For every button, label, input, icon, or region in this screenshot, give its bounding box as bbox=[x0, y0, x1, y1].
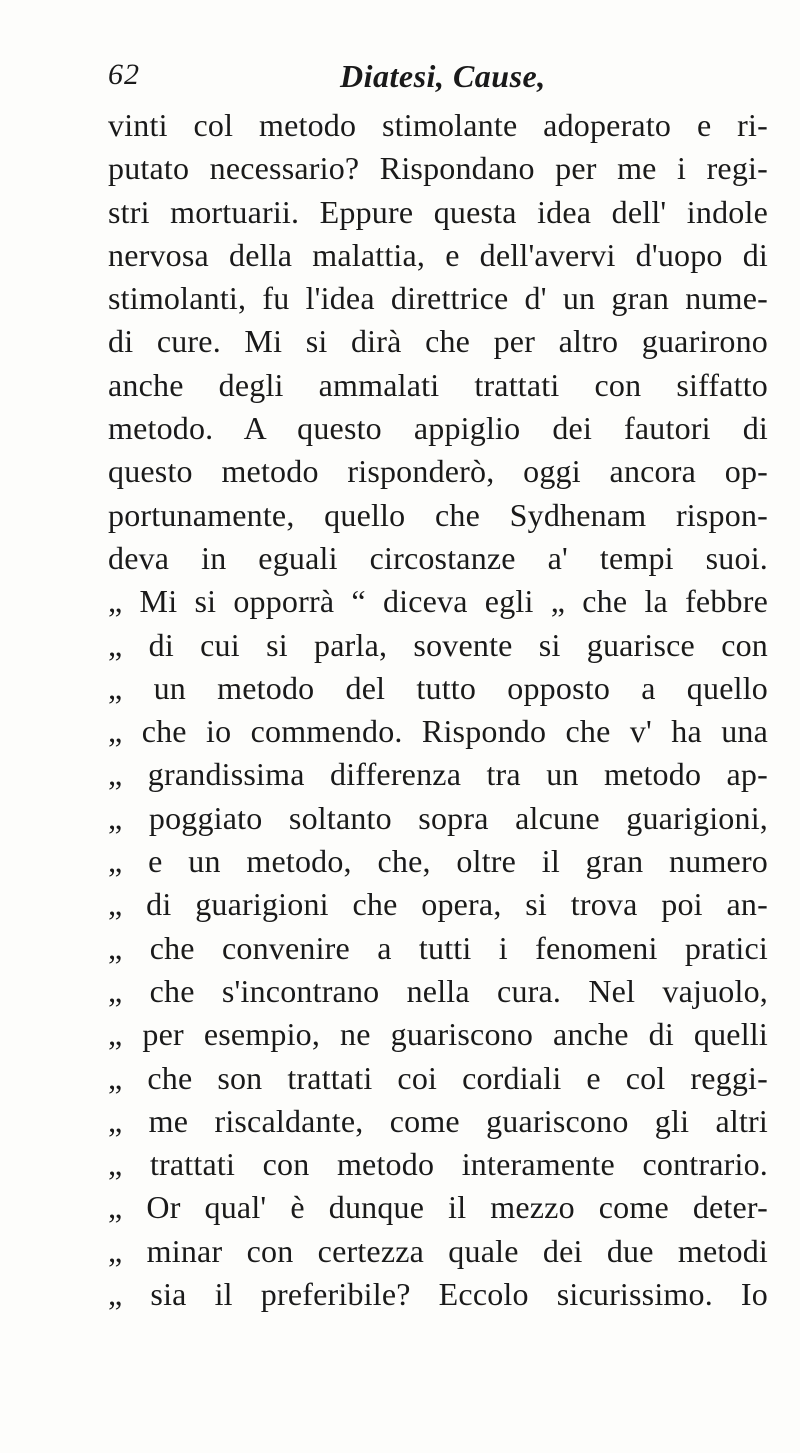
text-line: „ che s'incontrano nella cura. Nel vajuolo, bbox=[108, 972, 768, 1009]
text-line: di cure. Mi si dirà che per altro guarirono bbox=[108, 323, 768, 360]
text-line: stimolanti, fu l'idea direttrice d' un gran nume- bbox=[108, 280, 768, 317]
text-line: nervosa della malattia, e dell'avervi d'uopo di bbox=[108, 236, 768, 273]
text-line: „ di cui si parla, sovente si guarisce con bbox=[108, 626, 768, 663]
text-line: deva in eguali circostanze a' tempi suoi. bbox=[108, 539, 768, 576]
text-line: „ e un metodo, che, oltre il gran numero bbox=[108, 843, 768, 880]
text-line: anche degli ammalati trattati con siffatto bbox=[108, 366, 768, 403]
text-line: „ che io commendo. Rispondo che v' ha una bbox=[108, 713, 768, 750]
text-line: portunamente, quello che Sydhenam rispon- bbox=[108, 496, 768, 533]
text-line: „ che convenire a tutti i fenomeni pratici bbox=[108, 929, 768, 966]
text-line: stri mortuarii. Eppure questa idea dell' indole bbox=[108, 193, 768, 230]
text-line: „ trattati con metodo interamente contrario. bbox=[108, 1146, 768, 1183]
text-line: „ che son trattati coi cordiali e col reggi- bbox=[108, 1059, 768, 1096]
text-line: putato necessario? Rispondano per me i regi- bbox=[108, 150, 768, 187]
page-number: 62 bbox=[108, 58, 140, 91]
text-line: „ Mi si opporrà “ diceva egli „ che la febbre bbox=[108, 583, 768, 620]
running-head bbox=[108, 58, 708, 98]
text-line: „ grandissima differenza tra un metodo ap- bbox=[108, 756, 768, 793]
text-line: „ Or qual' è dunque il mezzo come deter- bbox=[108, 1189, 768, 1226]
text-line: metodo. A questo appiglio dei fautori di bbox=[108, 410, 768, 447]
text-line: „ me riscaldante, come guariscono gli altri bbox=[108, 1102, 768, 1139]
text-line: „ per esempio, ne guariscono anche di quelli bbox=[108, 1016, 768, 1053]
running-title: Diatesi, Cause, bbox=[340, 58, 546, 94]
text-line: questo metodo risponderò, oggi ancora op- bbox=[108, 453, 768, 490]
body-text bbox=[108, 104, 768, 1316]
text-line: „ sia il preferibile? Eccolo sicurissimo. Io bbox=[108, 1276, 768, 1313]
text-line: „ di guarigioni che opera, si trova poi an- bbox=[108, 886, 768, 923]
text-line: „ minar con certezza quale dei due metodi bbox=[108, 1232, 768, 1269]
text-line: „ poggiato soltanto sopra alcune guarigioni, bbox=[108, 799, 768, 836]
text-line: vinti col metodo stimolante adoperato e ri- bbox=[108, 107, 768, 143]
text-line: „ un metodo del tutto opposto a quello bbox=[108, 669, 768, 706]
